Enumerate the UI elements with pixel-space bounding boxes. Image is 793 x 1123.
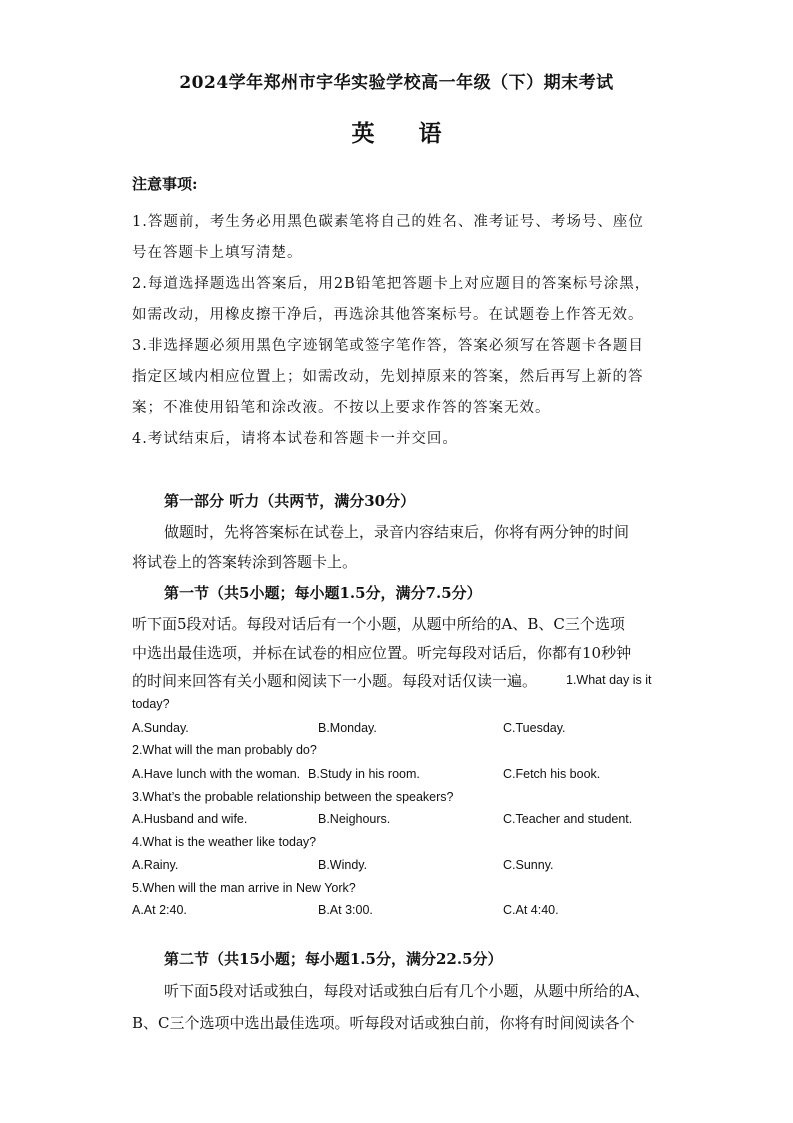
option: A.At 2:40. [132, 903, 187, 917]
option: B.Study in his room. [308, 767, 420, 781]
option: B.Windy. [318, 858, 368, 872]
option: C.Teacher and student. [503, 812, 633, 826]
notice-line: 3.非选择题必须用黑色字迹钢笔或签字笔作答，答案必须写在答题卡各题目 [132, 338, 644, 354]
notice-line: 2.每道选择题选出答案后，用2B铅笔把答题卡上对应题目的答案标号涂黑， [132, 276, 651, 292]
option: C.At 4:40. [503, 903, 559, 917]
question-stem-1: 1.What day is it [566, 673, 652, 687]
part1-intro-line: 做题时，先将答案标在试卷上，录音内容结束后，你将有两分钟的时间 [164, 523, 630, 541]
section1-intro-line: 听下面5段对话。每段对话后有一个小题，从题中所给的A、B、C三个选项 [132, 615, 625, 633]
section1-intro-line: 中选出最佳选项，并标在试卷的相应位置。听完每段对话后，你都有10秒钟 [132, 644, 632, 662]
option: C.Tuesday. [503, 721, 566, 735]
question-stem-3: 3.What’s the probable relationship between the speakers? [132, 790, 454, 804]
question-stem-4: 4.What is the weather like today? [132, 835, 317, 849]
notice-line: 号在答题卡上填写清楚。 [132, 245, 303, 261]
subject-title: 英 语 [351, 120, 460, 147]
option: B.At 3:00. [318, 903, 373, 917]
option: A.Rainy. [132, 858, 179, 872]
option: A.Husband and wife. [132, 812, 248, 826]
notice-line: 如需改动，用橡皮擦干净后，再选涂其他答案标号。在试题卷上作答无效。 [132, 307, 644, 323]
option: B.Neighours. [318, 812, 391, 826]
section1-heading: 第一节（共5小题；每小题1.5分，满分7.5分） [164, 584, 482, 602]
notice-line: 案；不准使用铅笔和涂改液。不按以上要求作答的答案无效。 [132, 400, 551, 416]
question-stem-1-cont: today? [132, 697, 170, 711]
notice-line: 1.答题前，考生务必用黑色碳素笔将自己的姓名、准考证号、考场号、座位 [132, 214, 644, 230]
part1-intro-line: 将试卷上的答案转涂到答题卡上。 [132, 553, 358, 571]
option: A.Sunday. [132, 721, 189, 735]
question-stem-5: 5.When will the man arrive in New York? [132, 881, 356, 895]
option: A.Have lunch with the woman. [132, 767, 301, 781]
section2-intro-line: B、C三个选项中选出最佳选项。听每段对话或独白前，你将有时间阅读各个 [132, 1014, 635, 1032]
notice-line: 指定区域内相应位置上；如需改动，先划掉原来的答案，然后再写上新的答 [132, 369, 644, 385]
page-title: 2024学年郑州市宇华实验学校高一年级（下）期末考试 [179, 73, 614, 93]
part1-heading: 第一部分 听力（共两节，满分30分） [164, 492, 416, 510]
question-stem-2: 2.What will the man probably do? [132, 743, 317, 757]
section1-intro-line: 的时间来回答有关小题和阅读下一小题。每段对话仅读一遍。 [132, 672, 538, 690]
notice-heading: 注意事项: [132, 175, 198, 193]
option: C.Fetch his book. [503, 767, 601, 781]
notice-line: 4.考试结束后，请将本试卷和答题卡一并交回。 [132, 431, 458, 447]
option: C.Sunny. [503, 858, 554, 872]
section2-heading: 第二节（共15小题；每小题1.5分，满分22.5分） [164, 950, 503, 968]
section2-intro-line: 听下面5段对话或独白，每段对话或独白后有几个小题，从题中所给的A、 [164, 982, 650, 1000]
option: B.Monday. [318, 721, 377, 735]
